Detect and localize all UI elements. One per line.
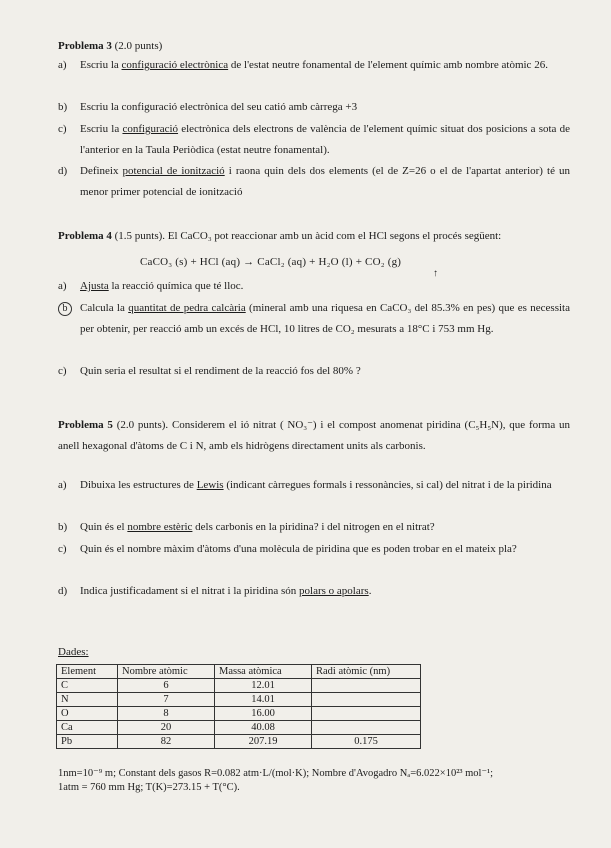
underlined-term: nombre estèric [127,521,193,533]
problem-5-item-a: a) Dibuixa les estructures de Lewis (indicant càrregues formals i ressonàncies, si cal) del nitrat i de la piridina [58,479,552,491]
problem-5-item-c: c) Quin és el nombre màxim d'àtoms d'una molècula de piridina que es poden trobar en el mateix pla? [58,543,517,555]
table-row: O 8 16.00 [57,707,421,721]
data-heading: Dades: [58,646,89,658]
problem-4-heading [58,227,570,245]
problem-3-points: (2.0 punts) [114,40,163,52]
problem-3-title: Problema 3 [58,40,112,52]
problem-4-item-b: b Calcula la quantitat de pedra calcària (mineral amb una riquesa en CaCO₃ del 85.3% en pes) que es necessita per obtenir, per reacció amb un excés de HCl, 10 litres de CO₂ mesurats a 18°C i 753 mm Hg. [58,298,570,340]
table-row: Ca 20 40.08 [57,721,421,735]
table-row: C 6 12.01 [57,679,421,693]
underlined-term: potencial de ionització [122,165,225,177]
underlined-term: Ajusta [80,280,109,292]
problem-3-item-a: a) Escriu la configuració electrònica de l'estat neutre fonamental de l'element químic amb nombre atòmic 26. [58,59,548,71]
table-row: Pb 82 207.19 0.175 [57,735,421,749]
problem-4-item-a: a) Ajusta la reacció química que té lloc. [58,280,244,292]
problem-5-item-d: d) Indica justificadament si el nitrat i la piridina són polars o apolars. [58,585,372,597]
problem-5-intro: Considerem el ió nitrat ( NO₃⁻) i el compost anomenat piridina (C₅H₅N), que forma un anell hexagonal d'àtoms de C i N, amb els hidrògens directament units als carbonis. [58,419,571,452]
constants-line-1: 1nm=10⁻⁹ m; Constant dels gasos R=0.082 atm·L/(mol·K); Nombre d'Avogadro Nₐ=6.022×10²³ mol⁻¹; [58,768,494,779]
problem-4-points: (1.5 punts). [114,230,166,242]
problem-4-item-c: c) Quin seria el resultat si el rendiment de la reacció fos del 80% ? [58,365,361,377]
table-row: N 7 14.01 [57,693,421,707]
underlined-term: configuració electrònica [121,59,229,71]
circled-label: b [58,302,72,316]
underlined-term: quantitat de pedra calcària [128,302,246,314]
handwritten-arrow-icon: ↑ [433,268,438,279]
table-header-row: Element Nombre atòmic Massa atòmica Radi atòmic (nm) [57,665,421,679]
data-table [56,664,421,749]
problem-4-intro: El CaCO₃ pot reaccionar amb un àcid com el HCl segons el procés següent: [167,230,502,242]
problem-4-title: Problema 4 [58,230,112,242]
problem-5-heading [58,415,570,457]
problem-3-item-c: c) Escriu la configuració electrònica dels electrons de valència de l'element químic situat dos posicions a sota de l'anterior en la Taula Periòdica (estat neutre fonamental). [58,123,570,156]
problem-5-item-b: b) Quin és el nombre estèric dels carbonis en la piridina? i del nitrogen en el nitrat? [58,521,435,533]
problem-3-item-d: d) Defineix potencial de ionització i raona quin dels dos elements (el de Z=26 o el de l'apartat anterior) té un menor primer potencial de ionització [58,165,570,198]
constants-line-2: 1atm = 760 mm Hg; T(K)=273.15 + T(°C). [58,782,240,793]
problem-5-points: (2.0 punts). [116,419,169,431]
chemical-equation: CaCO₃ (s) + HCl (aq) → CaCl₂ (aq) + H₂O (l) + CO₂ (g) [140,256,402,268]
problem-5-title: Problema 5 [58,419,113,431]
underlined-term: configuració [122,123,179,135]
problem-3-item-b: b) Escriu la configuració electrònica del seu catió amb càrrega +3 [58,101,358,113]
underlined-term: Lewis [196,479,224,491]
underlined-term: polars o apolars [299,585,369,597]
problem-3-heading [58,37,570,55]
